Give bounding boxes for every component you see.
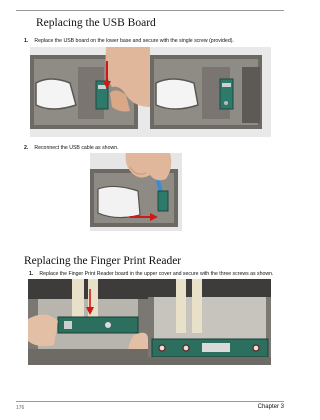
fingerprint-step-1: [29, 271, 273, 277]
step-number: 1.: [29, 271, 34, 277]
page-number: 176: [16, 405, 25, 411]
top-rule: [16, 10, 284, 11]
step-text: Replace the Finger Print Reader board in the upper cover and secure with the three screws as shown.: [39, 271, 274, 277]
fingerprint-photo-1: [28, 279, 148, 365]
step-text: Replace the USB board on the lower base and secure with the single screw (provided).: [34, 38, 234, 44]
usb-board-photo-2: [150, 47, 271, 137]
chapter-label: Chapter 3: [257, 404, 284, 410]
section-title-usb: Replacing the USB Board: [36, 17, 156, 29]
usb-board-photo-1: [30, 47, 150, 137]
usb-step-2: [24, 145, 119, 151]
step-number: 1.: [24, 38, 29, 44]
fingerprint-photo-2: [148, 279, 271, 365]
step-text: Reconnect the USB cable as shown.: [34, 145, 119, 151]
usb-cable-photo: [90, 153, 182, 231]
section-title-fingerprint: Replacing the Finger Print Reader: [24, 255, 182, 267]
usb-step-1: [24, 38, 234, 44]
bottom-rule: [16, 401, 284, 402]
step-number: 2.: [24, 145, 29, 151]
